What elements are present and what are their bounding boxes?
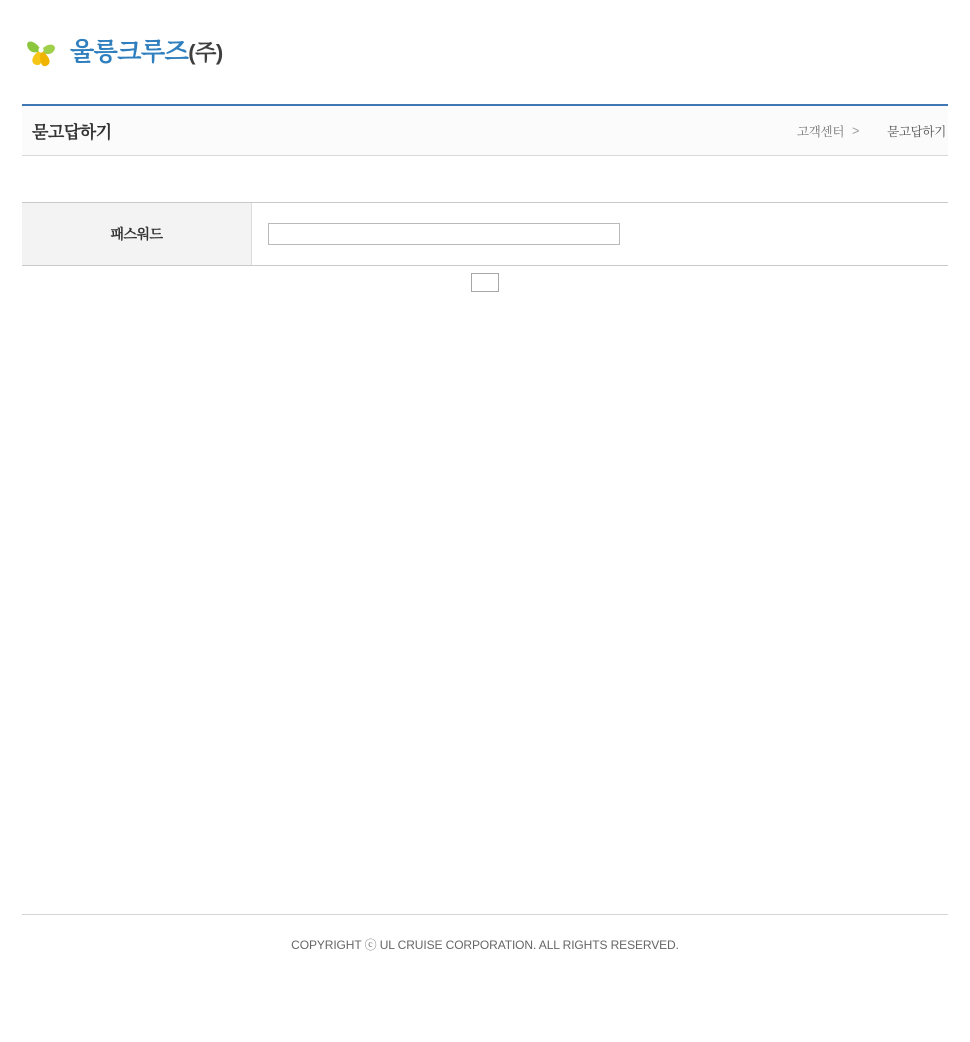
site-footer [0,914,970,953]
form-spacer [22,156,948,202]
password-field-cell [252,203,948,265]
site-logo[interactable] [22,30,223,70]
password-table [22,202,948,266]
password-input[interactable] [268,223,620,245]
password-form-section [22,156,948,292]
copyright-text: COPYRIGHT ⓒ UL CRUISE CORPORATION. ALL RIGHTS RESERVED. [291,938,679,952]
password-label: 패스워드 [22,203,252,265]
page-title-bar [22,104,948,156]
logo-brand-name: 울릉크루즈 [70,38,189,66]
logo-text [70,32,223,68]
page-title: 묻고답하기 [32,123,112,142]
site-header [0,0,970,104]
breadcrumb [797,122,946,140]
breadcrumb-parent[interactable]: 고객센터 [797,124,845,139]
pinwheel-flower-icon [22,30,60,70]
breadcrumb-current: 묻고답하기 [887,124,946,139]
confirm-button[interactable] [471,273,499,292]
form-actions [22,266,948,292]
logo-brand-suffix: (주) [188,40,223,65]
breadcrumb-separator-icon: > [852,123,860,138]
